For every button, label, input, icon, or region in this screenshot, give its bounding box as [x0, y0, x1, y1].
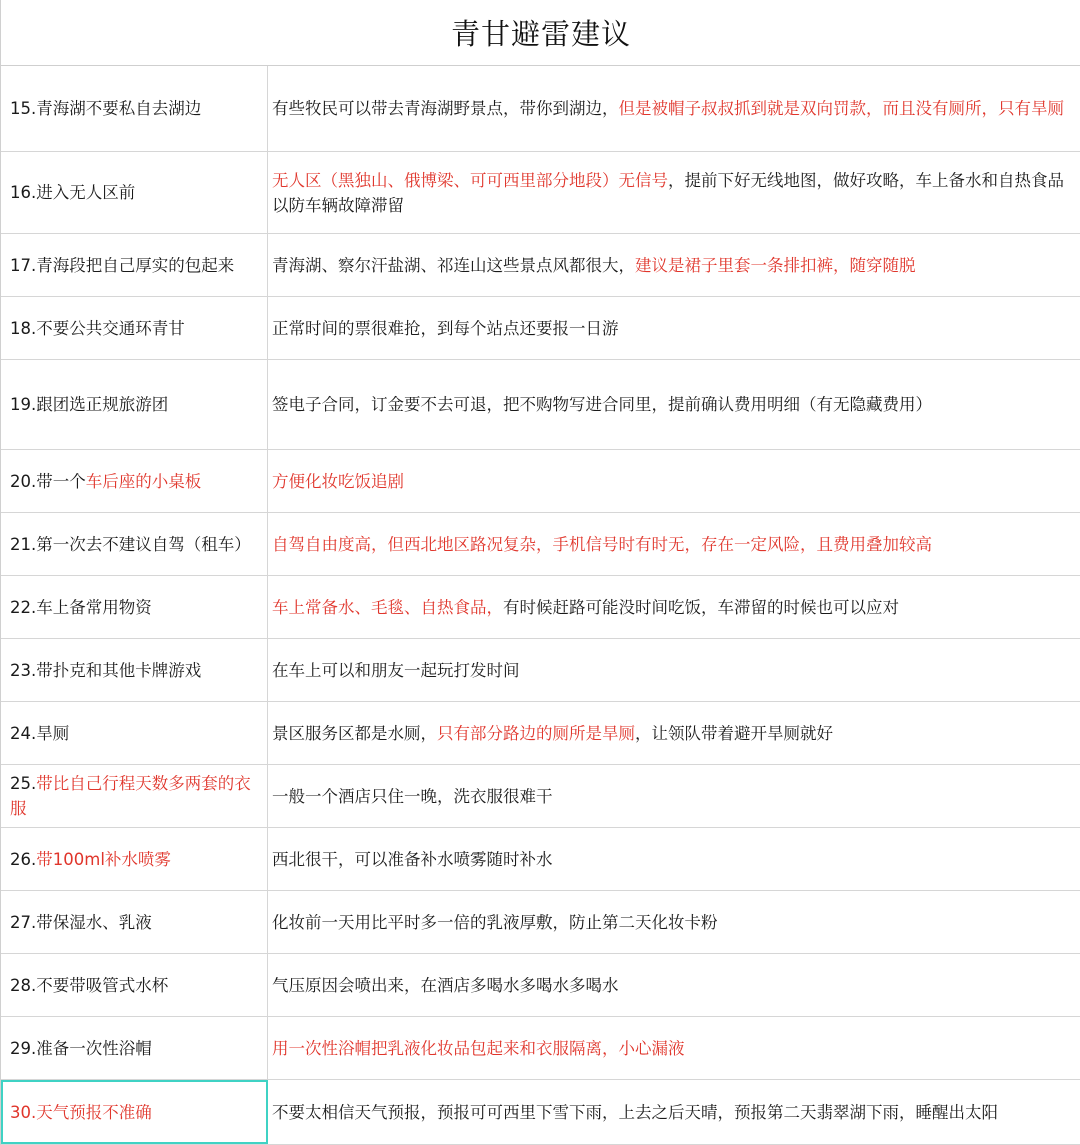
advice-text [272, 469, 404, 494]
advice-text [272, 532, 932, 557]
text-segment: 27.带保湿水、乳液 [10, 912, 152, 932]
text-segment: 正常时间的票很难抢，到每个站点还要报一日游 [272, 318, 619, 338]
text-segment: 17.青海段把自己厚实的包起来 [10, 255, 235, 275]
item-cell[interactable] [1, 234, 268, 296]
text-segment: 16.进入无人区前 [10, 183, 136, 202]
item-cell[interactable] [1, 954, 268, 1016]
advice-cell[interactable] [268, 828, 1080, 890]
text-segment: ，提前下好无线地图，做好攻略，车上备水和自热食品以防车辆故障滞留 [272, 170, 1064, 215]
advice-cell[interactable] [268, 1080, 1080, 1144]
text-segment: 26. [10, 849, 37, 869]
item-cell[interactable] [1, 297, 268, 359]
item-text [10, 847, 171, 872]
text-segment: 化妆前一天用比平时多一倍的乳液厚敷，防止第二天化妆卡粉 [272, 912, 718, 932]
advice-text [272, 96, 1064, 121]
item-text [10, 658, 201, 683]
highlight-text: 30.天气预报不准确 [10, 1102, 152, 1122]
table-row [1, 360, 1080, 450]
table-row [1, 513, 1080, 576]
table-row [1, 1017, 1080, 1080]
item-text [10, 973, 168, 998]
advice-text [272, 784, 553, 809]
advice-text [272, 1036, 685, 1061]
item-text [10, 771, 261, 821]
advice-text [272, 910, 718, 935]
highlight-text: 无人区（黑独山、俄博梁、可可西里部分地段）无信号 [272, 170, 668, 190]
text-segment: 签电子合同，订金要不去可退，把不购物写进合同里，提前确认费用明细（有无隐藏费用） [272, 395, 932, 414]
highlight-text: 带比自己行程天数多两套的衣服 [10, 774, 251, 818]
item-cell[interactable] [1, 702, 268, 764]
advice-cell[interactable] [268, 1017, 1080, 1079]
item-text [10, 595, 152, 620]
table-row [1, 891, 1080, 954]
text-segment: 19.跟团选正规旅游团 [10, 395, 169, 414]
highlight-text: 车上常备水、毛毯、自热食品， [272, 597, 503, 617]
advice-cell[interactable] [268, 360, 1080, 449]
item-cell[interactable] [1, 450, 268, 512]
text-segment: 不要太相信天气预报，预报可可西里下雪下雨，上去之后天晴，预报第二天翡翠湖下雨，睡醒出太阳 [272, 1102, 998, 1122]
text-segment: 15.青海湖不要私自去湖边 [10, 99, 202, 118]
advice-cell[interactable] [268, 297, 1080, 359]
table-row [1, 450, 1080, 513]
advice-text [272, 847, 553, 872]
table-row [1, 297, 1080, 360]
text-segment: 一般一个酒店只住一晚，洗衣服很难干 [272, 786, 553, 806]
highlight-text: 自驾自由度高，但西北地区路况复杂，手机信号时有时无，存在一定风险，且费用叠加较高 [272, 534, 932, 554]
advice-cell[interactable] [268, 152, 1080, 233]
item-cell[interactable] [1, 1017, 268, 1079]
advice-text [272, 595, 899, 620]
table-row [1, 702, 1080, 765]
item-cell[interactable] [1, 152, 268, 233]
text-segment: 28.不要带吸管式水杯 [10, 975, 169, 995]
text-segment: 21.第一次去不建议自驾（租车） [10, 534, 251, 554]
advice-cell[interactable] [268, 513, 1080, 575]
item-cell[interactable] [1, 513, 268, 575]
text-segment: 22.车上备常用物资 [10, 597, 152, 617]
item-text [10, 469, 201, 494]
table-row [1, 765, 1080, 828]
table-row [1, 954, 1080, 1017]
text-segment: 有些牧民可以带去青海湖野景点，带你到湖边， [272, 99, 619, 118]
highlight-text: 带100ml补水喷雾 [36, 849, 171, 869]
advice-text [272, 316, 619, 341]
table-row [1, 234, 1080, 297]
text-segment: ，让领队带着避开旱厕就好 [635, 723, 833, 743]
highlight-text: 方便化妆吃饭追剧 [272, 471, 404, 491]
advice-text [272, 392, 932, 417]
title-row[interactable] [1, 0, 1080, 66]
item-cell[interactable] [1, 66, 268, 151]
advice-text [272, 721, 833, 746]
advice-cell[interactable] [268, 765, 1080, 827]
text-segment: 西北很干，可以准备补水喷雾随时补水 [272, 849, 553, 869]
advice-cell[interactable] [268, 702, 1080, 764]
table-row [1, 152, 1080, 234]
item-text [10, 532, 251, 557]
text-segment: 在车上可以和朋友一起玩打发时间 [272, 660, 520, 680]
advice-text [272, 658, 520, 683]
advice-cell[interactable] [268, 891, 1080, 953]
advice-cell[interactable] [268, 234, 1080, 296]
advice-text [272, 253, 916, 278]
item-text [10, 1036, 152, 1061]
item-cell[interactable] [1, 576, 268, 638]
item-cell[interactable] [1, 765, 268, 827]
text-segment: 20.带一个 [10, 471, 86, 491]
item-text [10, 1100, 152, 1125]
item-text [10, 96, 201, 121]
item-text [10, 253, 234, 278]
advice-cell[interactable] [268, 450, 1080, 512]
text-segment: 23.带扑克和其他卡牌游戏 [10, 660, 202, 680]
highlight-text: 建议是裙子里套一条排扣裤，随穿随脱 [635, 255, 916, 275]
advice-text [272, 973, 619, 998]
text-segment: 18.不要公共交通环青甘 [10, 318, 185, 338]
table-row [1, 1080, 1080, 1145]
text-segment: 景区服务区都是水厕， [272, 723, 437, 743]
advice-text [272, 168, 1067, 218]
item-text [10, 910, 152, 935]
advice-text [272, 1100, 998, 1125]
text-segment: 青海湖、察尔汗盐湖、祁连山这些景点风都很大， [272, 255, 635, 275]
text-segment: 29.准备一次性浴帽 [10, 1038, 152, 1058]
item-cell[interactable] [1, 891, 268, 953]
advice-cell[interactable] [268, 576, 1080, 638]
highlight-text: 车后座的小桌板 [85, 471, 202, 491]
text-segment: 24.旱厕 [10, 723, 70, 743]
text-segment: 有时候赶路可能没时间吃饭，车滞留的时候也可以应对 [503, 597, 899, 617]
advice-cell[interactable] [268, 639, 1080, 701]
highlight-text: 只有部分路边的厕所是旱厕 [437, 723, 635, 743]
item-text [10, 316, 185, 341]
item-text [10, 721, 69, 746]
item-text [10, 180, 135, 205]
sheet-title: 青甘避雷建议 [450, 17, 631, 51]
item-cell[interactable] [1, 639, 268, 701]
table-row [1, 66, 1080, 152]
advice-cell[interactable] [268, 954, 1080, 1016]
item-cell[interactable] [1, 828, 268, 890]
item-text [10, 392, 168, 417]
item-cell[interactable] [1, 1080, 268, 1144]
advice-cell[interactable] [268, 66, 1080, 151]
table-row [1, 576, 1080, 639]
table-row [1, 828, 1080, 891]
highlight-text: 用一次性浴帽把乳液化妆品包起来和衣服隔离，小心漏液 [272, 1038, 685, 1058]
item-cell[interactable] [1, 360, 268, 449]
text-segment: 25. [10, 774, 37, 793]
table-row [1, 639, 1080, 702]
highlight-text: 但是被帽子叔叔抓到就是双向罚款，而且没有厕所，只有旱厕 [618, 99, 1064, 118]
text-segment: 气压原因会喷出来，在酒店多喝水多喝水多喝水 [272, 975, 619, 995]
